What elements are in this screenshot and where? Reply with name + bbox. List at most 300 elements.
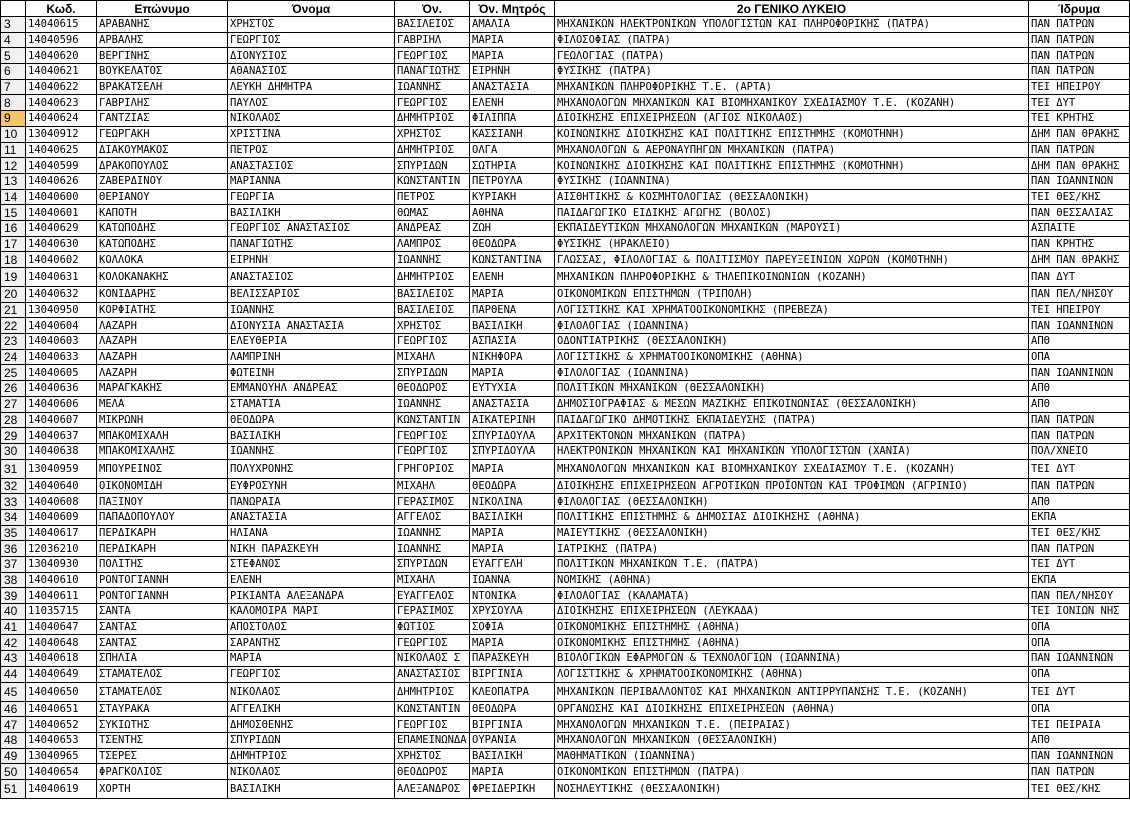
- father-name-cell[interactable]: ΑΝΑΣΤΑΣΙΟΣ: [395, 666, 470, 682]
- department-cell[interactable]: ΦΥΣΙΚΗΣ (ΠΑΤΡΑ): [555, 64, 1029, 80]
- institution-cell[interactable]: ΤΕΙ ΘΕΣ/ΚΗΣ: [1029, 779, 1130, 798]
- mother-name-cell[interactable]: ΜΑΡΙΑ: [470, 48, 555, 64]
- institution-cell[interactable]: ΤΕΙ ΔΥΤ: [1029, 459, 1130, 478]
- first-name-cell[interactable]: ΣΤΕΦΑΝΟΣ: [228, 557, 395, 573]
- first-name-cell[interactable]: ΕΜΜΑΝΟΥΗΛ ΑΝΔΡΕΑΣ: [228, 381, 395, 397]
- row-number-cell[interactable]: 41: [1, 619, 26, 635]
- father-name-cell[interactable]: ΒΑΣΙΛΕΙΟΣ: [395, 287, 470, 303]
- mother-name-cell[interactable]: ΘΕΟΔΩΡΑ: [470, 701, 555, 717]
- row-number-cell[interactable]: 5: [1, 48, 26, 64]
- institution-cell[interactable]: ΑΠΘ: [1029, 396, 1130, 412]
- code-cell[interactable]: 14040604: [26, 318, 97, 334]
- row-number-cell[interactable]: 4: [1, 32, 26, 48]
- institution-cell[interactable]: ΕΚΠΑ: [1029, 572, 1130, 588]
- surname-cell[interactable]: ΣΤΑΥΡΑΚΑ: [97, 701, 228, 717]
- department-cell[interactable]: ΜΑΙΕΥΤΙΚΗΣ (ΘΕΣΣΑΛΟΝΙΚΗ): [555, 525, 1029, 541]
- father-name-cell[interactable]: ΠΑΝΑΓΙΩΤΗΣ: [395, 64, 470, 80]
- department-cell[interactable]: ΛΟΓΙΣΤΙΚΗΣ ΚΑΙ ΧΡΗΜΑΤΟΟΙΚΟΝΟΜΙΚΗΣ (ΠΡΕΒΕΖΑ): [555, 302, 1029, 318]
- mother-name-cell[interactable]: ΚΛΕΟΠΑΤΡΑ: [470, 682, 555, 701]
- mother-name-cell[interactable]: ΑΘΗΝΑ: [470, 205, 555, 221]
- mother-name-cell[interactable]: ΜΑΡΙΑ: [470, 541, 555, 557]
- row-number-cell[interactable]: 49: [1, 748, 26, 764]
- department-cell[interactable]: ΛΟΓΙΣΤΙΚΗΣ & ΧΡΗΜΑΤΟΟΙΚΟΝΟΜΙΚΗΣ (ΑΘΗΝΑ): [555, 666, 1029, 682]
- code-cell[interactable]: 14040630: [26, 236, 97, 252]
- department-cell[interactable]: ΜΗΧΑΝΟΛΟΓΩΝ & ΑΕΡΟΝΑΥΠΗΓΩΝ ΜΗΧΑΝΙΚΩΝ (ΠΑΤΡΑ): [555, 142, 1029, 158]
- row-number-cell[interactable]: 37: [1, 557, 26, 573]
- department-cell[interactable]: ΓΕΩΛΟΓΙΑΣ (ΠΑΤΡΑ): [555, 48, 1029, 64]
- institution-cell[interactable]: ΠΑΝ ΠΑΤΡΩΝ: [1029, 428, 1130, 444]
- surname-cell[interactable]: ΜΑΡΑΓΚΑΚΗΣ: [97, 381, 228, 397]
- row-number-cell[interactable]: 36: [1, 541, 26, 557]
- department-cell[interactable]: ΠΟΛΙΤΙΚΗΣ ΕΠΙΣΤΗΜΗΣ & ΔΗΜΟΣΙΑΣ ΔΙΟΙΚΗΣΗΣ (ΑΘΗΝΑ): [555, 509, 1029, 525]
- surname-cell[interactable]: ΓΑΒΡΙΛΗΣ: [97, 95, 228, 111]
- mother-name-cell[interactable]: ΦΡΕΙΔΕΡΙΚΗ: [470, 779, 555, 798]
- first-name-cell[interactable]: ΑΠΟΣΤΟΛΟΣ: [228, 619, 395, 635]
- father-name-cell[interactable]: ΕΥΑΓΓΕΛΟΣ: [395, 588, 470, 604]
- institution-cell[interactable]: ΤΕΙ ΔΥΤ: [1029, 95, 1130, 111]
- father-name-cell[interactable]: ΒΑΣΙΛΕΙΟΣ: [395, 17, 470, 33]
- first-name-cell[interactable]: ΝΙΚΟΛΑΟΣ: [228, 764, 395, 780]
- father-name-cell[interactable]: ΙΩΑΝΝΗΣ: [395, 396, 470, 412]
- father-name-cell[interactable]: ΙΩΑΝΝΗΣ: [395, 541, 470, 557]
- department-cell[interactable]: ΦΙΛΟΛΟΓΙΑΣ (ΘΕΣΣΑΛΟΝΙΚΗ): [555, 494, 1029, 510]
- first-name-cell[interactable]: ΧΡΗΣΤΟΣ: [228, 17, 395, 33]
- row-number-cell[interactable]: 14: [1, 189, 26, 205]
- first-name-cell[interactable]: ΣΤΑΜΑΤΙΑ: [228, 396, 395, 412]
- surname-cell[interactable]: ΠΕΡΔΙΚΑΡΗ: [97, 541, 228, 557]
- surname-cell[interactable]: ΣΥΚΙΩΤΗΣ: [97, 717, 228, 733]
- mother-name-cell[interactable]: ΑΙΚΑΤΕΡΙΝΗ: [470, 412, 555, 428]
- surname-cell[interactable]: ΔΡΑΚΟΠΟΥΛΟΣ: [97, 158, 228, 174]
- mother-name-cell[interactable]: ΜΑΡΙΑ: [470, 635, 555, 651]
- department-cell[interactable]: ΑΙΣΘΗΤΙΚΗΣ & ΚΟΣΜΗΤΟΛΟΓΙΑΣ (ΘΕΣΣΑΛΟΝΙΚΗ): [555, 189, 1029, 205]
- institution-cell[interactable]: ΠΑΝ ΠΑΤΡΩΝ: [1029, 412, 1130, 428]
- department-cell[interactable]: ΙΑΤΡΙΚΗΣ (ΠΑΤΡΑ): [555, 541, 1029, 557]
- department-cell[interactable]: ΠΑΙΔΑΓΩΓΙΚΟ ΕΙΔΙΚΗΣ ΑΓΩΓΗΣ (ΒΟΛΟΣ): [555, 205, 1029, 221]
- department-cell[interactable]: ΟΔΟΝΤΙΑΤΡΙΚΗΣ (ΘΕΣΣΑΛΟΝΙΚΗ): [555, 334, 1029, 350]
- department-cell[interactable]: ΓΛΩΣΣΑΣ, ΦΙΛΟΛΟΓΙΑΣ & ΠΟΛΙΤΙΣΜΟΥ ΠΑΡΕΥΞΕΙΝΙΩΝ ΧΩΡΩΝ (ΚΟΜΟΤΗΝΗ): [555, 252, 1029, 268]
- father-name-cell[interactable]: ΔΗΜΗΤΡΙΟΣ: [395, 142, 470, 158]
- first-name-cell[interactable]: ΕΛΕΥΘΕΡΙΑ: [228, 334, 395, 350]
- first-name-cell[interactable]: ΕΙΡΗΝΗ: [228, 252, 395, 268]
- row-number-cell[interactable]: 6: [1, 64, 26, 80]
- father-name-cell[interactable]: ΜΙΧΑΗΛ: [395, 478, 470, 494]
- first-name-cell[interactable]: ΜΑΡΙΑ: [228, 651, 395, 667]
- father-name-cell[interactable]: ΘΕΟΔΩΡΟΣ: [395, 381, 470, 397]
- first-name-cell[interactable]: ΑΝΑΣΤΑΣΙΟΣ: [228, 158, 395, 174]
- surname-cell[interactable]: ΑΡΒΑΛΗΣ: [97, 32, 228, 48]
- institution-cell[interactable]: ΠΑΝ ΠΑΤΡΩΝ: [1029, 478, 1130, 494]
- row-number-cell[interactable]: 3: [1, 17, 26, 33]
- header-surname[interactable]: Επώνυμο: [97, 1, 228, 17]
- father-name-cell[interactable]: ΘΩΜΑΣ: [395, 205, 470, 221]
- surname-cell[interactable]: ΜΠΟΥΡΕΙΝΟΣ: [97, 459, 228, 478]
- mother-name-cell[interactable]: ΠΑΡΑΣΚΕΥΗ: [470, 651, 555, 667]
- code-cell[interactable]: 14040637: [26, 428, 97, 444]
- first-name-cell[interactable]: ΦΩΤΕΙΝΗ: [228, 365, 395, 381]
- header-institution[interactable]: Ίδρυμα: [1029, 1, 1130, 17]
- surname-cell[interactable]: ΤΣΕΡΕΣ: [97, 748, 228, 764]
- surname-cell[interactable]: ΚΑΠΟΤΗ: [97, 205, 228, 221]
- first-name-cell[interactable]: ΑΝΑΣΤΑΣΙΑ: [228, 509, 395, 525]
- first-name-cell[interactable]: ΗΛΙΑΝΑ: [228, 525, 395, 541]
- code-cell[interactable]: 14040648: [26, 635, 97, 651]
- code-cell[interactable]: 14040609: [26, 509, 97, 525]
- institution-cell[interactable]: ΠΑΝ ΠΑΤΡΩΝ: [1029, 64, 1130, 80]
- father-name-cell[interactable]: ΓΑΒΡΙΗΛ: [395, 32, 470, 48]
- code-cell[interactable]: 14040631: [26, 268, 97, 287]
- code-cell[interactable]: 13040912: [26, 126, 97, 142]
- department-cell[interactable]: ΜΗΧΑΝΙΚΩΝ ΠΕΡΙΒΑΛΛΟΝΤΟΣ ΚΑΙ ΜΗΧΑΝΙΚΩΝ ΑΝΤΙΡΡΥΠΑΝΣΗΣ Τ.Ε. (ΚΟΖΑΝΗ): [555, 682, 1029, 701]
- mother-name-cell[interactable]: ΘΕΟΔΩΡΑ: [470, 478, 555, 494]
- mother-name-cell[interactable]: ΘΕΟΔΩΡΑ: [470, 236, 555, 252]
- mother-name-cell[interactable]: ΑΣΠΑΣΙΑ: [470, 334, 555, 350]
- father-name-cell[interactable]: ΓΕΩΡΓΙΟΣ: [395, 95, 470, 111]
- mother-name-cell[interactable]: ΠΑΡΘΕΝΑ: [470, 302, 555, 318]
- surname-cell[interactable]: ΚΟΡΦΙΑΤΗΣ: [97, 302, 228, 318]
- code-cell[interactable]: 14040633: [26, 349, 97, 365]
- row-number-cell[interactable]: 51: [1, 779, 26, 798]
- department-cell[interactable]: ΔΗΜΟΣΙΟΓΡΑΦΙΑΣ & ΜΕΣΩΝ ΜΑΖΙΚΗΣ ΕΠΙΚΟΙΝΩΝΙΑΣ (ΘΕΣΣΑΛΟΝΙΚΗ): [555, 396, 1029, 412]
- first-name-cell[interactable]: ΠΟΛΥΧΡΟΝΗΣ: [228, 459, 395, 478]
- father-name-cell[interactable]: ΓΕΩΡΓΙΟΣ: [395, 443, 470, 459]
- surname-cell[interactable]: ΛΑΖΑΡΗ: [97, 334, 228, 350]
- corner-cell[interactable]: [1, 1, 26, 17]
- father-name-cell[interactable]: ΝΙΚΟΛΑΟΣ Σ: [395, 651, 470, 667]
- surname-cell[interactable]: ΓΕΩΡΓΑΚΗ: [97, 126, 228, 142]
- surname-cell[interactable]: ΣΤΑΜΑΤΕΛΟΣ: [97, 682, 228, 701]
- row-number-cell[interactable]: 13: [1, 173, 26, 189]
- first-name-cell[interactable]: ΝΙΚΗ ΠΑΡΑΣΚΕΥΗ: [228, 541, 395, 557]
- row-number-cell[interactable]: 18: [1, 252, 26, 268]
- code-cell[interactable]: 12036210: [26, 541, 97, 557]
- father-name-cell[interactable]: ΙΩΑΝΝΗΣ: [395, 252, 470, 268]
- first-name-cell[interactable]: ΑΓΓΕΛΙΚΗ: [228, 701, 395, 717]
- first-name-cell[interactable]: ΠΑΝΑΓΙΩΤΗΣ: [228, 236, 395, 252]
- code-cell[interactable]: 14040640: [26, 478, 97, 494]
- first-name-cell[interactable]: ΡΙΚΙΑΝΤΑ ΑΛΕΞΑΝΔΡΑ: [228, 588, 395, 604]
- row-number-cell[interactable]: 22: [1, 318, 26, 334]
- institution-cell[interactable]: ΠΑΝ ΠΑΤΡΩΝ: [1029, 48, 1130, 64]
- header-department[interactable]: 2ο ΓΕΝΙΚΟ ΛΥΚΕΙΟ: [555, 1, 1029, 17]
- code-cell[interactable]: 14040599: [26, 158, 97, 174]
- institution-cell[interactable]: ΠΑΝ ΠΑΤΡΩΝ: [1029, 32, 1130, 48]
- mother-name-cell[interactable]: ΦΙΛΙΠΠΑ: [470, 111, 555, 127]
- surname-cell[interactable]: ΛΑΖΑΡΗ: [97, 365, 228, 381]
- department-cell[interactable]: ΦΙΛΟΛΟΓΙΑΣ (ΙΩΑΝΝΙΝΑ): [555, 318, 1029, 334]
- father-name-cell[interactable]: ΚΩΝΣΤΑΝΤΙΝ: [395, 173, 470, 189]
- first-name-cell[interactable]: ΜΑΡΙΑΝΝΑ: [228, 173, 395, 189]
- department-cell[interactable]: ΜΗΧΑΝΟΛΟΓΩΝ ΜΗΧΑΝΙΚΩΝ Τ.Ε. (ΠΕΙΡΑΙΑΣ): [555, 717, 1029, 733]
- first-name-cell[interactable]: ΓΕΩΡΓΙΟΣ ΑΝΑΣΤΑΣΙΟΣ: [228, 220, 395, 236]
- father-name-cell[interactable]: ΧΡΗΣΤΟΣ: [395, 748, 470, 764]
- row-number-cell[interactable]: 40: [1, 604, 26, 620]
- department-cell[interactable]: ΑΡΧΙΤΕΚΤΟΝΩΝ ΜΗΧΑΝΙΚΩΝ (ΠΑΤΡΑ): [555, 428, 1029, 444]
- surname-cell[interactable]: ΚΟΛΛΟΚΑ: [97, 252, 228, 268]
- mother-name-cell[interactable]: ΑΝΑΣΤΑΣΙΑ: [470, 79, 555, 95]
- department-cell[interactable]: ΜΗΧΑΝΙΚΩΝ ΗΛΕΚΤΡΟΝΙΚΩΝ ΥΠΟΛΟΓΙΣΤΩΝ ΚΑΙ ΠΛΗΡΟΦΟΡΙΚΗΣ (ΠΑΤΡΑ): [555, 17, 1029, 33]
- first-name-cell[interactable]: ΕΥΦΡΟΣΥΝΗ: [228, 478, 395, 494]
- code-cell[interactable]: 14040615: [26, 17, 97, 33]
- row-number-cell[interactable]: 17: [1, 236, 26, 252]
- surname-cell[interactable]: ΣΤΑΜΑΤΕΛΟΣ: [97, 666, 228, 682]
- first-name-cell[interactable]: ΓΕΩΡΓΙΟΣ: [228, 32, 395, 48]
- department-cell[interactable]: ΔΙΟΙΚΗΣΗΣ ΕΠΙΧΕΙΡΗΣΕΩΝ (ΑΓΙΟΣ ΝΙΚΟΛΑΟΣ): [555, 111, 1029, 127]
- code-cell[interactable]: 14040611: [26, 588, 97, 604]
- department-cell[interactable]: ΠΟΛΙΤΙΚΩΝ ΜΗΧΑΝΙΚΩΝ Τ.Ε. (ΠΑΤΡΑ): [555, 557, 1029, 573]
- surname-cell[interactable]: ΚΑΤΩΠΟΔΗΣ: [97, 236, 228, 252]
- row-number-cell[interactable]: 27: [1, 396, 26, 412]
- surname-cell[interactable]: ΠΕΡΔΙΚΑΡΗ: [97, 525, 228, 541]
- code-cell[interactable]: 14040602: [26, 252, 97, 268]
- department-cell[interactable]: ΦΥΣΙΚΗΣ (ΗΡΑΚΛΕΙΟ): [555, 236, 1029, 252]
- first-name-cell[interactable]: ΛΕΥΚΗ ΔΗΜΗΤΡΑ: [228, 79, 395, 95]
- surname-cell[interactable]: ΣΠΗΛΙΑ: [97, 651, 228, 667]
- row-number-cell[interactable]: 15: [1, 205, 26, 221]
- institution-cell[interactable]: ΑΣΠΑΙΤΕ: [1029, 220, 1130, 236]
- mother-name-cell[interactable]: ΜΑΡΙΑ: [470, 287, 555, 303]
- institution-cell[interactable]: ΤΕΙ ΔΥΤ: [1029, 557, 1130, 573]
- first-name-cell[interactable]: ΠΕΤΡΟΣ: [228, 142, 395, 158]
- father-name-cell[interactable]: ΠΕΤΡΟΣ: [395, 189, 470, 205]
- department-cell[interactable]: ΟΙΚΟΝΟΜΙΚΗΣ ΕΠΙΣΤΗΜΗΣ (ΑΘΗΝΑ): [555, 635, 1029, 651]
- father-name-cell[interactable]: ΣΠΥΡΙΔΩΝ: [395, 557, 470, 573]
- institution-cell[interactable]: ΠΑΝ ΠΕΛ/ΝΗΣΟΥ: [1029, 287, 1130, 303]
- father-name-cell[interactable]: ΧΡΗΣΤΟΣ: [395, 126, 470, 142]
- row-number-cell[interactable]: 42: [1, 635, 26, 651]
- institution-cell[interactable]: ΠΑΝ ΘΕΣΣΑΛΙΑΣ: [1029, 205, 1130, 221]
- department-cell[interactable]: ΜΗΧΑΝΙΚΩΝ ΠΛΗΡΟΦΟΡΙΚΗΣ & ΤΗΛΕΠΙΚΟΙΝΩΝΙΩΝ (ΚΟΖΑΝΗ): [555, 268, 1029, 287]
- mother-name-cell[interactable]: ΣΠΥΡΙΔΟΥΛΑ: [470, 428, 555, 444]
- institution-cell[interactable]: ΠΑΝ ΚΡΗΤΗΣ: [1029, 236, 1130, 252]
- code-cell[interactable]: 13040959: [26, 459, 97, 478]
- father-name-cell[interactable]: ΔΗΜΗΤΡΙΟΣ: [395, 682, 470, 701]
- header-father-name[interactable]: Όν.: [395, 1, 470, 17]
- surname-cell[interactable]: ΛΑΖΑΡΗ: [97, 349, 228, 365]
- row-number-cell[interactable]: 44: [1, 666, 26, 682]
- father-name-cell[interactable]: ΔΗΜΗΤΡΙΟΣ: [395, 268, 470, 287]
- mother-name-cell[interactable]: ΕΛΕΝΗ: [470, 95, 555, 111]
- first-name-cell[interactable]: ΑΘΑΝΑΣΙΟΣ: [228, 64, 395, 80]
- institution-cell[interactable]: ΤΕΙ ΔΥΤ: [1029, 682, 1130, 701]
- surname-cell[interactable]: ΓΑΝΤΖΙΑΣ: [97, 111, 228, 127]
- father-name-cell[interactable]: ΓΕΩΡΓΙΟΣ: [395, 428, 470, 444]
- institution-cell[interactable]: ΠΑΝ ΙΩΑΝΝΙΝΩΝ: [1029, 318, 1130, 334]
- first-name-cell[interactable]: ΔΙΟΝΥΣΙΑ ΑΝΑΣΤΑΣΙΑ: [228, 318, 395, 334]
- mother-name-cell[interactable]: ΠΕΤΡΟΥΛΑ: [470, 173, 555, 189]
- code-cell[interactable]: 14040607: [26, 412, 97, 428]
- mother-name-cell[interactable]: ΝΙΚΟΛΙΝΑ: [470, 494, 555, 510]
- first-name-cell[interactable]: ΠΑΥΛΟΣ: [228, 95, 395, 111]
- mother-name-cell[interactable]: ΟΛΓΑ: [470, 142, 555, 158]
- code-cell[interactable]: 14040600: [26, 189, 97, 205]
- code-cell[interactable]: 14040619: [26, 779, 97, 798]
- institution-cell[interactable]: ΔΗΜ ΠΑΝ ΘΡΑΚΗΣ: [1029, 252, 1130, 268]
- code-cell[interactable]: 14040596: [26, 32, 97, 48]
- code-cell[interactable]: 14040603: [26, 334, 97, 350]
- first-name-cell[interactable]: ΚΑΛΟΜΟΙΡΑ ΜΑΡΙ: [228, 604, 395, 620]
- first-name-cell[interactable]: ΓΕΩΡΓΙΑ: [228, 189, 395, 205]
- institution-cell[interactable]: ΔΗΜ ΠΑΝ ΘΡΑΚΗΣ: [1029, 126, 1130, 142]
- row-number-cell[interactable]: 32: [1, 478, 26, 494]
- father-name-cell[interactable]: ΒΑΣΙΛΕΙΟΣ: [395, 302, 470, 318]
- code-cell[interactable]: 14040650: [26, 682, 97, 701]
- mother-name-cell[interactable]: ΒΑΣΙΛΙΚΗ: [470, 509, 555, 525]
- department-cell[interactable]: ΟΙΚΟΝΟΜΙΚΩΝ ΕΠΙΣΤΗΜΩΝ (ΠΑΤΡΑ): [555, 764, 1029, 780]
- father-name-cell[interactable]: ΓΕΡΑΣΙΜΟΣ: [395, 494, 470, 510]
- mother-name-cell[interactable]: ΒΙΡΓΙΝΙΑ: [470, 666, 555, 682]
- father-name-cell[interactable]: ΕΠΑΜΕΙΝΩΝΔΑ: [395, 732, 470, 748]
- code-cell[interactable]: 14040618: [26, 651, 97, 667]
- department-cell[interactable]: ΚΟΙΝΩΝΙΚΗΣ ΔΙΟΙΚΗΣΗΣ ΚΑΙ ΠΟΛΙΤΙΚΗΣ ΕΠΙΣΤΗΜΗΣ (ΚΟΜΟΤΗΝΗ): [555, 126, 1029, 142]
- mother-name-cell[interactable]: ΑΝΑΣΤΑΣΙΑ: [470, 396, 555, 412]
- father-name-cell[interactable]: ΙΩΑΝΝΗΣ: [395, 79, 470, 95]
- row-number-cell[interactable]: 50: [1, 764, 26, 780]
- department-cell[interactable]: ΜΗΧΑΝΟΛΟΓΩΝ ΜΗΧΑΝΙΚΩΝ ΚΑΙ ΒΙΟΜΗΧΑΝΙΚΟΥ ΣΧΕΔΙΑΣΜΟΥ Τ.Ε. (ΚΟΖΑΝΗ): [555, 95, 1029, 111]
- institution-cell[interactable]: ΠΑΝ ΠΑΤΡΩΝ: [1029, 541, 1130, 557]
- row-number-cell[interactable]: 12: [1, 158, 26, 174]
- institution-cell[interactable]: ΑΠΘ: [1029, 732, 1130, 748]
- father-name-cell[interactable]: ΓΕΩΡΓΙΟΣ: [395, 635, 470, 651]
- mother-name-cell[interactable]: ΝΙΚΗΦΟΡΑ: [470, 349, 555, 365]
- code-cell[interactable]: 14040652: [26, 717, 97, 733]
- department-cell[interactable]: ΜΑΘΗΜΑΤΙΚΩΝ (ΙΩΑΝΝΙΝΑ): [555, 748, 1029, 764]
- department-cell[interactable]: ΟΡΓΑΝΩΣΗΣ ΚΑΙ ΔΙΟΙΚΗΣΗΣ ΕΠΙΧΕΙΡΗΣΕΩΝ (ΑΘΗΝΑ): [555, 701, 1029, 717]
- code-cell[interactable]: 14040632: [26, 287, 97, 303]
- code-cell[interactable]: 14040605: [26, 365, 97, 381]
- first-name-cell[interactable]: ΔΙΟΝΥΣΙΟΣ: [228, 48, 395, 64]
- surname-cell[interactable]: ΡΟΝΤΟΓΙΑΝΝΗ: [97, 572, 228, 588]
- row-number-cell[interactable]: 23: [1, 334, 26, 350]
- surname-cell[interactable]: ΟΙΚΟΝΟΜΙΔΗ: [97, 478, 228, 494]
- father-name-cell[interactable]: ΜΙΧΑΗΛ: [395, 572, 470, 588]
- code-cell[interactable]: 11035715: [26, 604, 97, 620]
- first-name-cell[interactable]: ΣΑΡΑΝΤΗΣ: [228, 635, 395, 651]
- surname-cell[interactable]: ΚΟΛΟΚΑΝΑΚΗΣ: [97, 268, 228, 287]
- mother-name-cell[interactable]: ΜΑΡΙΑ: [470, 459, 555, 478]
- surname-cell[interactable]: ΛΑΖΑΡΗ: [97, 318, 228, 334]
- institution-cell[interactable]: ΑΠΘ: [1029, 334, 1130, 350]
- institution-cell[interactable]: ΠΑΝ ΙΩΑΝΝΙΝΩΝ: [1029, 748, 1130, 764]
- surname-cell[interactable]: ΒΕΡΓΙΝΗΣ: [97, 48, 228, 64]
- institution-cell[interactable]: ΤΕΙ ΗΠΕΙΡΟΥ: [1029, 79, 1130, 95]
- father-name-cell[interactable]: ΦΩΤΙΟΣ: [395, 619, 470, 635]
- institution-cell[interactable]: ΟΠΑ: [1029, 666, 1130, 682]
- surname-cell[interactable]: ΒΡΑΚΑΤΣΕΛΗ: [97, 79, 228, 95]
- father-name-cell[interactable]: ΑΝΔΡΕΑΣ: [395, 220, 470, 236]
- father-name-cell[interactable]: ΣΠΥΡΙΔΩΝ: [395, 158, 470, 174]
- first-name-cell[interactable]: ΒΑΣΙΛΙΚΗ: [228, 779, 395, 798]
- mother-name-cell[interactable]: ΜΑΡΙΑ: [470, 365, 555, 381]
- surname-cell[interactable]: ΚΑΤΩΠΟΔΗΣ: [97, 220, 228, 236]
- first-name-cell[interactable]: ΒΑΣΙΛΙΚΗ: [228, 205, 395, 221]
- mother-name-cell[interactable]: ΚΑΣΣΙΑΝΗ: [470, 126, 555, 142]
- mother-name-cell[interactable]: ΣΠΥΡΙΔΟΥΛΑ: [470, 443, 555, 459]
- row-number-cell[interactable]: 30: [1, 443, 26, 459]
- department-cell[interactable]: ΕΚΠΑΙΔΕΥΤΙΚΩΝ ΜΗΧΑΝΟΛΟΓΩΝ ΜΗΧΑΝΙΚΩΝ (ΜΑΡΟΥΣΙ): [555, 220, 1029, 236]
- mother-name-cell[interactable]: ΒΑΣΙΛΙΚΗ: [470, 748, 555, 764]
- row-number-cell[interactable]: 33: [1, 494, 26, 510]
- row-number-cell[interactable]: 20: [1, 287, 26, 303]
- row-number-cell[interactable]: 46: [1, 701, 26, 717]
- institution-cell[interactable]: ΑΠΘ: [1029, 381, 1130, 397]
- first-name-cell[interactable]: ΛΑΜΠΡΙΝΗ: [228, 349, 395, 365]
- department-cell[interactable]: ΠΟΛΙΤΙΚΩΝ ΜΗΧΑΝΙΚΩΝ (ΘΕΣΣΑΛΟΝΙΚΗ): [555, 381, 1029, 397]
- surname-cell[interactable]: ΡΟΝΤΟΓΙΑΝΝΗ: [97, 588, 228, 604]
- father-name-cell[interactable]: ΓΕΩΡΓΙΟΣ: [395, 717, 470, 733]
- first-name-cell[interactable]: ΕΛΕΝΗ: [228, 572, 395, 588]
- code-cell[interactable]: 14040626: [26, 173, 97, 189]
- first-name-cell[interactable]: ΑΝΑΣΤΑΣΙΟΣ: [228, 268, 395, 287]
- institution-cell[interactable]: ΤΕΙ ΗΠΕΙΡΟΥ: [1029, 302, 1130, 318]
- row-number-cell[interactable]: 25: [1, 365, 26, 381]
- mother-name-cell[interactable]: ΒΙΡΓΙΝΙΑ: [470, 717, 555, 733]
- institution-cell[interactable]: ΠΟΛ/ΧΝΕΙΟ: [1029, 443, 1130, 459]
- surname-cell[interactable]: ΣΑΝΤΑ: [97, 604, 228, 620]
- mother-name-cell[interactable]: ΣΩΤΗΡΙΑ: [470, 158, 555, 174]
- surname-cell[interactable]: ΘΕΡΙΑΝΟΥ: [97, 189, 228, 205]
- father-name-cell[interactable]: ΔΗΜΗΤΡΙΟΣ: [395, 111, 470, 127]
- surname-cell[interactable]: ΖΑΒΕΡΔΙΝΟΥ: [97, 173, 228, 189]
- institution-cell[interactable]: ΑΠΘ: [1029, 494, 1130, 510]
- department-cell[interactable]: ΟΙΚΟΝΟΜΙΚΩΝ ΕΠΙΣΤΗΜΩΝ (ΤΡΙΠΟΛΗ): [555, 287, 1029, 303]
- code-cell[interactable]: 14040617: [26, 525, 97, 541]
- code-cell[interactable]: 14040651: [26, 701, 97, 717]
- surname-cell[interactable]: ΒΟΥΚΕΛΑΤΟΣ: [97, 64, 228, 80]
- first-name-cell[interactable]: ΓΕΩΡΓΙΟΣ: [228, 666, 395, 682]
- father-name-cell[interactable]: ΚΩΝΣΤΑΝΤΙΝ: [395, 701, 470, 717]
- surname-cell[interactable]: ΑΡΑΒΑΝΗΣ: [97, 17, 228, 33]
- code-cell[interactable]: 14040608: [26, 494, 97, 510]
- institution-cell[interactable]: ΠΑΝ ΙΩΑΝΝΙΝΩΝ: [1029, 173, 1130, 189]
- department-cell[interactable]: ΝΟΜΙΚΗΣ (ΑΘΗΝΑ): [555, 572, 1029, 588]
- row-number-cell[interactable]: 39: [1, 588, 26, 604]
- first-name-cell[interactable]: ΙΩΑΝΝΗΣ: [228, 443, 395, 459]
- code-cell[interactable]: 14040636: [26, 381, 97, 397]
- code-cell[interactable]: 14040606: [26, 396, 97, 412]
- surname-cell[interactable]: ΣΑΝΤΑΣ: [97, 635, 228, 651]
- institution-cell[interactable]: ΟΠΑ: [1029, 635, 1130, 651]
- row-number-cell[interactable]: 8: [1, 95, 26, 111]
- father-name-cell[interactable]: ΣΠΥΡΙΔΩΝ: [395, 365, 470, 381]
- surname-cell[interactable]: ΣΑΝΤΑΣ: [97, 619, 228, 635]
- institution-cell[interactable]: ΠΑΝ ΙΩΑΝΝΙΝΩΝ: [1029, 365, 1130, 381]
- header-code[interactable]: Κωδ.: [26, 1, 97, 17]
- row-number-cell[interactable]: 11: [1, 142, 26, 158]
- row-number-cell[interactable]: 26: [1, 381, 26, 397]
- first-name-cell[interactable]: ΝΙΚΟΛΑΟΣ: [228, 111, 395, 127]
- mother-name-cell[interactable]: ΚΩΝΣΤΑΝΤΙΝΑ: [470, 252, 555, 268]
- institution-cell[interactable]: ΕΚΠΑ: [1029, 509, 1130, 525]
- surname-cell[interactable]: ΧΟΡΤΗ: [97, 779, 228, 798]
- first-name-cell[interactable]: ΙΩΑΝΝΗΣ: [228, 302, 395, 318]
- surname-cell[interactable]: ΜΙΚΡΩΝΗ: [97, 412, 228, 428]
- mother-name-cell[interactable]: ΝΤΟΝΙΚΑ: [470, 588, 555, 604]
- department-cell[interactable]: ΦΙΛΟΣΟΦΙΑΣ (ΠΑΤΡΑ): [555, 32, 1029, 48]
- institution-cell[interactable]: ΤΕΙ ΘΕΣ/ΚΗΣ: [1029, 189, 1130, 205]
- department-cell[interactable]: ΜΗΧΑΝΟΛΟΓΩΝ ΜΗΧΑΝΙΚΩΝ ΚΑΙ ΒΙΟΜΗΧΑΝΙΚΟΥ ΣΧΕΔΙΑΣΜΟΥ Τ.Ε. (ΚΟΖΑΝΗ): [555, 459, 1029, 478]
- header-first-name[interactable]: Όνομα: [228, 1, 395, 17]
- code-cell[interactable]: 14040647: [26, 619, 97, 635]
- first-name-cell[interactable]: ΠΑΝΩΡΑΙΑ: [228, 494, 395, 510]
- mother-name-cell[interactable]: ΕΙΡΗΝΗ: [470, 64, 555, 80]
- department-cell[interactable]: ΦΥΣΙΚΗΣ (ΙΩΑΝΝΙΝΑ): [555, 173, 1029, 189]
- row-number-cell[interactable]: 31: [1, 459, 26, 478]
- father-name-cell[interactable]: ΧΡΗΣΤΟΣ: [395, 318, 470, 334]
- surname-cell[interactable]: ΠΟΛΙΤΗΣ: [97, 557, 228, 573]
- department-cell[interactable]: ΟΙΚΟΝΟΜΙΚΗΣ ΕΠΙΣΤΗΜΗΣ (ΑΘΗΝΑ): [555, 619, 1029, 635]
- code-cell[interactable]: 13040950: [26, 302, 97, 318]
